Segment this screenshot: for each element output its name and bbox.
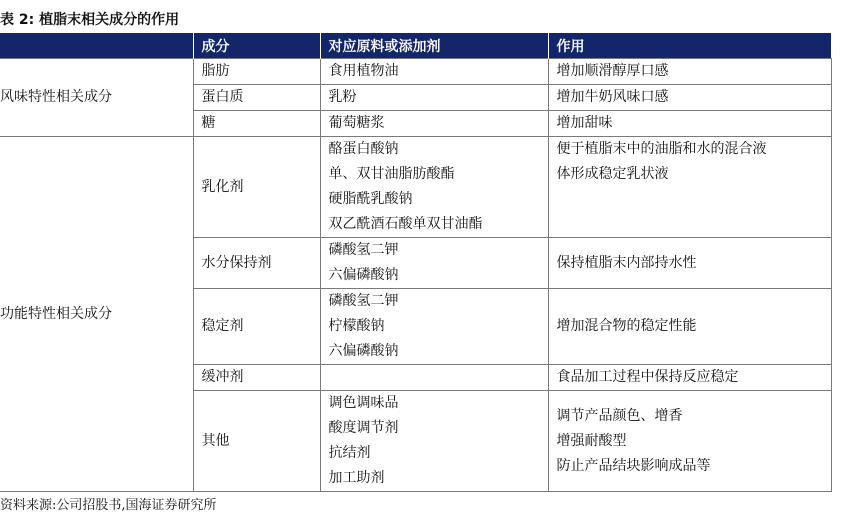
header-materials: 对应原料或添加剂 bbox=[320, 33, 548, 59]
category-cell: 风味特性相关成分 bbox=[0, 59, 193, 137]
effect-cell: 调节产品颜色、增香 增强耐酸型 防止产品结块影响成品等 bbox=[548, 391, 831, 492]
effect-cell: 便于植脂末中的油脂和水的混合液 体形成稳定乳状液 bbox=[548, 137, 831, 238]
materials-cell: 葡萄糖浆 bbox=[320, 111, 548, 137]
table-header-row bbox=[0, 33, 831, 59]
effect-cell: 增加甜味 bbox=[548, 111, 831, 137]
category-cell: 功能特性相关成分 bbox=[0, 137, 193, 492]
effect-cell: 增加牛奶风味口感 bbox=[548, 85, 831, 111]
header-effect: 作用 bbox=[548, 33, 831, 59]
header-blank bbox=[0, 33, 193, 59]
materials-cell: 磷酸氢二钾 六偏磷酸钠 bbox=[320, 238, 548, 289]
effect-cell: 增加顺滑醇厚口感 bbox=[548, 59, 831, 85]
component-cell: 脂肪 bbox=[193, 59, 320, 85]
component-cell: 糖 bbox=[193, 111, 320, 137]
component-cell: 缓冲剂 bbox=[193, 365, 320, 391]
component-cell: 稳定剂 bbox=[193, 289, 320, 365]
table-title: 表 2: 植脂末相关成分的作用 bbox=[0, 12, 180, 28]
ingredients-table bbox=[0, 33, 832, 492]
component-cell: 蛋白质 bbox=[193, 85, 320, 111]
table-row bbox=[0, 137, 831, 238]
component-cell: 其他 bbox=[193, 391, 320, 492]
effect-cell: 食品加工过程中保持反应稳定 bbox=[548, 365, 831, 391]
source-note: 资料来源:公司招股书,国海证券研究所 bbox=[0, 498, 217, 513]
materials-cell: 食用植物油 bbox=[320, 59, 548, 85]
table-row bbox=[0, 59, 831, 85]
effect-cell: 保持植脂末内部持水性 bbox=[548, 238, 831, 289]
component-cell: 水分保持剂 bbox=[193, 238, 320, 289]
materials-cell: 乳粉 bbox=[320, 85, 548, 111]
table-body bbox=[0, 59, 831, 492]
materials-cell: 酪蛋白酸钠 单、双甘油脂肪酸酯 硬脂酰乳酸钠 双乙酰酒石酸单双甘油酯 bbox=[320, 137, 548, 238]
materials-cell: 磷酸氢二钾 柠檬酸钠 六偏磷酸钠 bbox=[320, 289, 548, 365]
component-cell: 乳化剂 bbox=[193, 137, 320, 238]
materials-cell: 调色调味品 酸度调节剂 抗结剂 加工助剂 bbox=[320, 391, 548, 492]
effect-cell: 增加混合物的稳定性能 bbox=[548, 289, 831, 365]
header-component: 成分 bbox=[193, 33, 320, 59]
materials-cell bbox=[320, 365, 548, 391]
